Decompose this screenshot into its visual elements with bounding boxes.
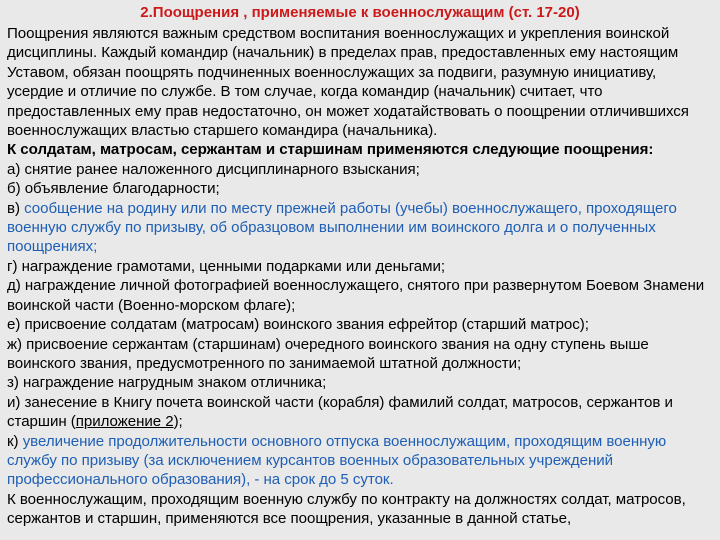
list-item-zh: ж) присвоение сержантам (старшинам) очередного воинского звания на одну ступень выше воинского звания, предусмотренного по занимаемой штатной должности; bbox=[7, 335, 649, 372]
list-item-d: д) награждение личной фотографией военнослужащего, снятого при развернутом Боевом Знамени воинской части (Военно-морском флаге); bbox=[7, 277, 705, 314]
list-item-k bbox=[7, 432, 713, 490]
list-item-k-text: увеличение продолжительности основного отпуска военнослужащим, проходящим военную службу по призыву (за исключением курсантов военных образовательных учреждений профессионального образования), - на срок до 5 суток. bbox=[7, 432, 667, 489]
page-title: 2.Поощрения , применяемые к военнослужащим (ст. 17-20) bbox=[140, 4, 580, 21]
list-item-i bbox=[7, 393, 713, 432]
list-item-g: г) награждение грамотами, ценными подарками или деньгами; bbox=[7, 257, 446, 275]
list-item-e: е) присвоение солдатам (матросам) воинского звания ефрейтор (старший матрос); bbox=[7, 316, 589, 334]
list-item-i-end: ); bbox=[173, 413, 183, 431]
list-item-v bbox=[7, 199, 713, 257]
list-item-z: з) награждение нагрудным знаком отличника; bbox=[7, 374, 327, 392]
document-body bbox=[7, 24, 713, 529]
list-heading: К солдатам, матросам, сержантам и старшинам применяются следующие поощрения: bbox=[7, 141, 654, 159]
list-item-v-text: сообщение на родину или по месту прежней работы (учебы) военнослужащего, проходящего военную службу по призыву, об образцовом выполнении им воинского долга и о полученных поощрениях; bbox=[7, 199, 677, 256]
list-item-b: б) объявление благодарности; bbox=[7, 180, 220, 198]
outro-paragraph: К военнослужащим, проходящим военную службу по контракту на должностях солдат, матросов, сержантов и старшин, применяются все поощрения, указанные в данной статье, bbox=[7, 490, 686, 528]
appendix-2-link[interactable]: приложение 2 bbox=[75, 413, 174, 431]
list-item-i-text: и) занесение в Книгу почета воинской части (корабля) фамилий солдат, матросов, сержантов и старшин ( bbox=[7, 393, 673, 431]
list-item-v-prefix: в) bbox=[7, 199, 25, 217]
intro-paragraph: Поощрения являются важным средством воспитания военнослужащих и укрепления воинской дисциплины. Каждый командир (начальник) в пределах прав, предоставленных ему настоящим Уставом, обязан поощрять подчиненных военнослужащих за подвиги, разумную инициативу, усердие и отличие по службе. В том случае, когда командир (начальник) считает, что предоставленных ему прав недостаточно, он может ходатайствовать о поощрении отличившихся военнослужащих властью старшего командира (начальника). bbox=[7, 25, 689, 140]
list-item-k-prefix: к) bbox=[7, 432, 23, 450]
list-item-a: а) снятие ранее наложенного дисциплинарного взыскания; bbox=[7, 160, 420, 178]
